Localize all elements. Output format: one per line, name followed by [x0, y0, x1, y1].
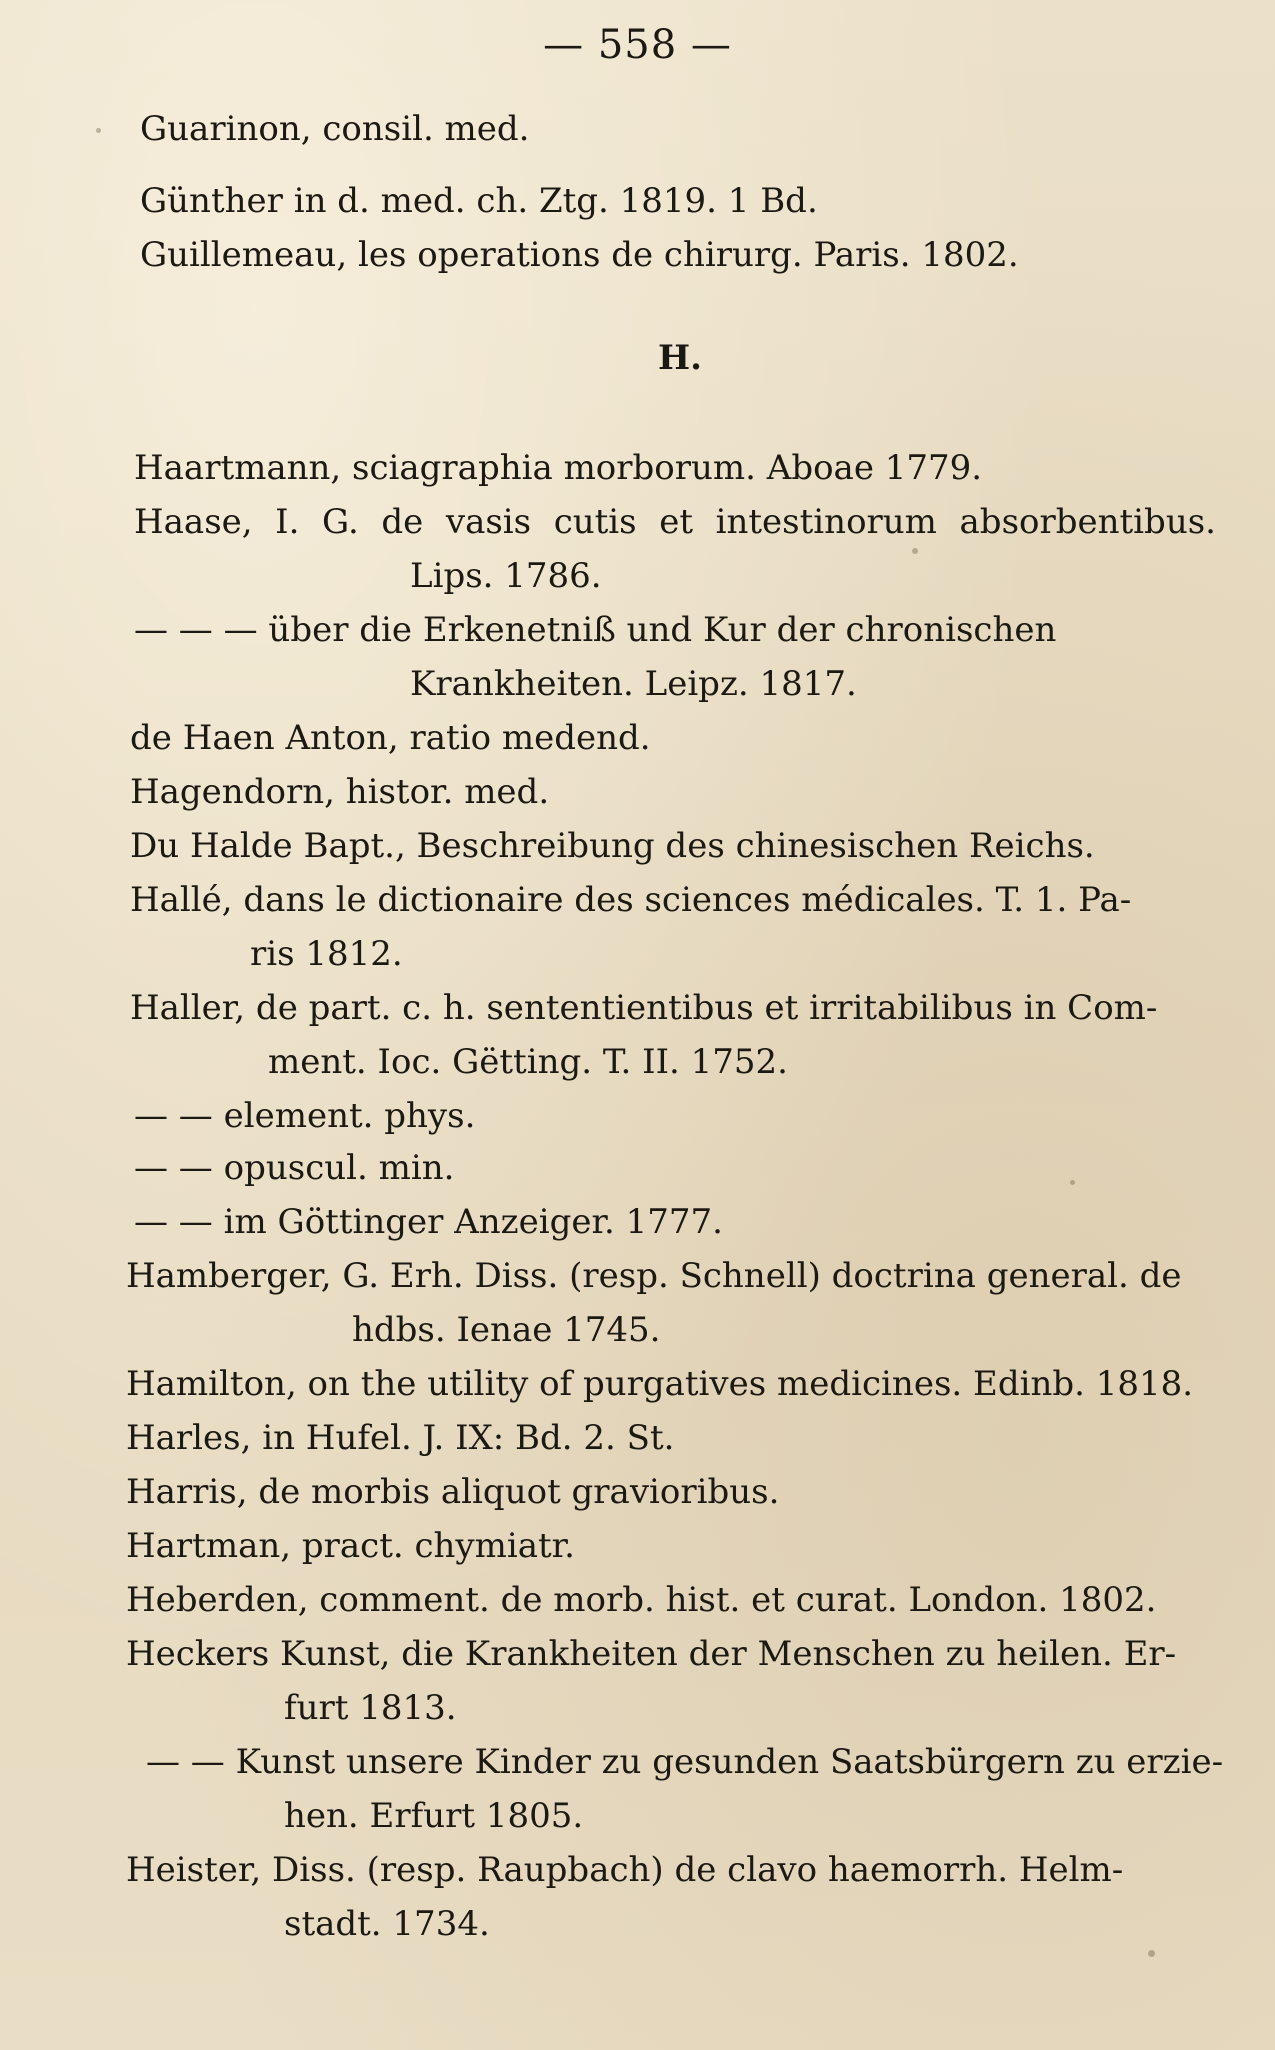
entry-haase-2-continuation: Krankheiten. Leipz. 1817. — [410, 664, 857, 704]
entry-heckers-2-continuation: hen. Erfurt 1805. — [284, 1796, 584, 1836]
entry-halle: Hallé, dans le dictionaire des sciences médicales. T. 1. Pa- — [130, 880, 1132, 920]
entry-harles: Harles, in Hufel. J. IX: Bd. 2. St. — [126, 1418, 675, 1458]
entry-hagendorn: Hagendorn, histor. med. — [130, 772, 550, 812]
entry-harris: Harris, de morbis aliquot gravioribus. — [126, 1472, 780, 1512]
entry-heister-continuation: stadt. 1734. — [284, 1904, 490, 1944]
entry-haller-continuation: ment. Ioc. Gëtting. T. II. 1752. — [268, 1042, 788, 1082]
word: cutis — [553, 502, 637, 542]
word: G. — [322, 502, 359, 542]
word: et — [659, 502, 694, 542]
entry-hamilton: Hamilton, on the utility of purgatives medicines. Edinb. 1818. — [126, 1364, 1194, 1404]
entry-heberden: Heberden, comment. de morb. hist. et curat. London. 1802. — [126, 1580, 1157, 1620]
entry-hamberger-continuation: hdbs. Ienae 1745. — [352, 1310, 661, 1350]
entry-haller-element: — — element. phys. — [134, 1096, 476, 1136]
paper-speck — [1148, 1950, 1155, 1957]
word: vasis — [445, 502, 532, 542]
entry-haase — [134, 495, 1216, 549]
word: Haase, — [134, 502, 253, 542]
entry-hartman: Hartman, pract. chymiatr. — [126, 1526, 575, 1566]
entry-heister: Heister, Diss. (resp. Raupbach) de clavo haemorrh. Helm- — [126, 1850, 1124, 1890]
entry-du-halde: Du Halde Bapt., Beschreibung des chinesischen Reichs. — [130, 826, 1095, 866]
entry-guenther: Günther in d. med. ch. Ztg. 1819. 1 Bd. — [140, 181, 818, 221]
entry-haase-continuation: Lips. 1786. — [410, 556, 602, 596]
paper-speck — [96, 128, 101, 133]
entry-haartmann: Haartmann, sciagraphia morborum. Aboae 1779. — [134, 448, 983, 488]
entry-heckers: Heckers Kunst, die Krankheiten der Menschen zu heilen. Er- — [126, 1634, 1177, 1674]
entry-heckers-2: — — Kunst unsere Kinder zu gesunden Saatsbürgern zu erzie- — [146, 1742, 1224, 1782]
entry-hamberger: Hamberger, G. Erh. Diss. (resp. Schnell) doctrina general. de — [126, 1256, 1182, 1296]
entry-heckers-continuation: furt 1813. — [284, 1688, 457, 1728]
paper-speck — [912, 548, 918, 554]
entry-haller-anzeiger: — — im Göttinger Anzeiger. 1777. — [134, 1202, 723, 1242]
entry-halle-continuation: ris 1812. — [250, 934, 403, 974]
page-number: — 558 — — [543, 22, 732, 68]
entry-haller: Haller, de part. c. h. sententientibus et irritabilibus in Com- — [130, 988, 1158, 1028]
word: absorbentibus. — [959, 502, 1216, 542]
entry-de-haen: de Haen Anton, ratio medend. — [130, 718, 651, 758]
paper-speck — [1070, 1180, 1075, 1185]
entry-guarinon: Guarinon, consil. med. — [140, 109, 530, 149]
entry-haase-2: — — — über die Erkenetniß und Kur der chronischen — [134, 610, 1057, 650]
word: de — [381, 502, 424, 542]
section-heading-h: H. — [658, 338, 702, 378]
word: intestinorum — [715, 502, 937, 542]
word: I. — [275, 502, 300, 542]
entry-haller-opuscul: — — opuscul. min. — [134, 1148, 455, 1188]
entry-guillemeau: Guillemeau, les operations de chirurg. Paris. 1802. — [140, 235, 1019, 275]
